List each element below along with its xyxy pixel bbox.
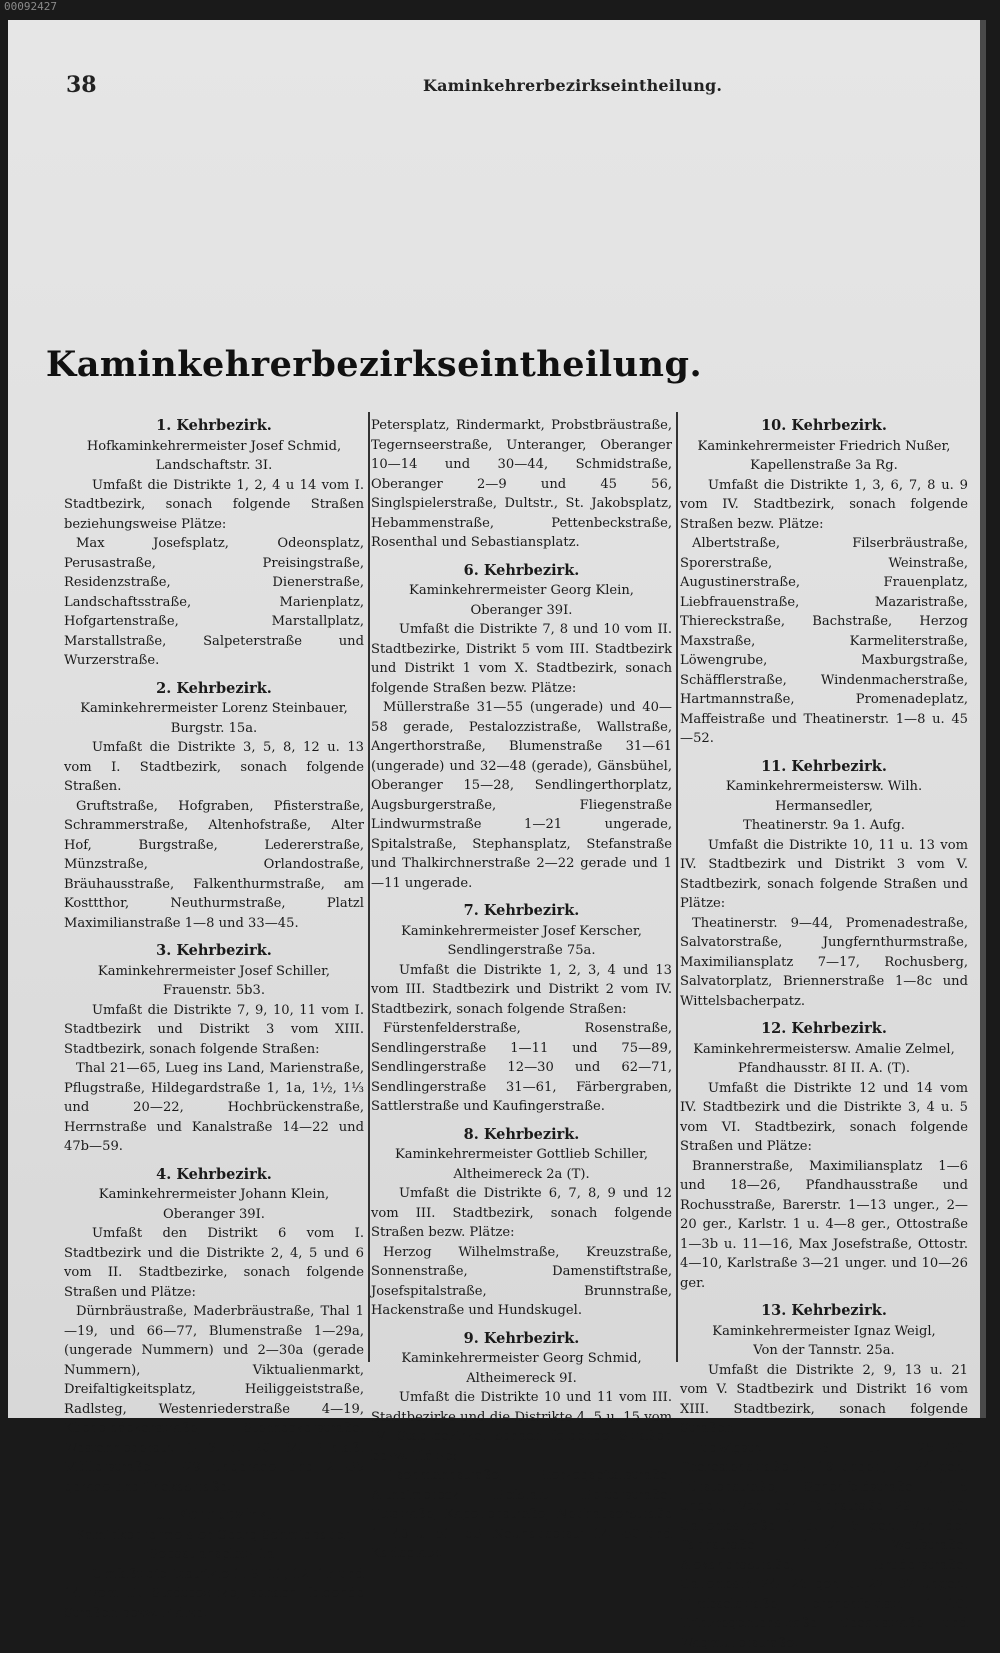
district-text: Umfaßt die Distrikte 1, 3, 6, 7, 8 u. 9 vom IV. Stadtbezirk, sonach folgende Straßen bezw. Plätze: [680,476,968,535]
district-5 [64,1505,364,1623]
district-text: Umfaßt die Distrikte 1, 2, 4 u 14 vom I. Stadtbezirk, sonach folgende Straßen beziehungsweise Plätze: [64,476,364,535]
district-streets: Max Josefsplatz, Odeonsplatz, Perusastraße, Preisingstraße, Residenzstraße, Dienerstraße, Landschaftsstraße, Marienplatz, Hofgartenstraße, Marstallplatz, Marstallstraße, Salpeterstraße und Wurzerstraße. [64,534,364,671]
page-number: 38 [66,72,97,98]
district-1 [64,416,364,671]
district-heading: 6. Kehrbezirk. [371,561,672,581]
district-12 [680,1019,968,1293]
district-address: Frauenstr. 5b3. [64,981,364,1001]
district-heading: 8. Kehrbezirk. [371,1125,672,1145]
district-heading: 10. Kehrbezirk. [680,416,968,436]
district-streets: Müllerstraße 31—55 (ungerade) und 40—58 gerade, Pestalozzistraße, Wallstraße, Angerthorstraße, Blumenstraße 31—61 (ungerade) und 32—48 (gerade), Gänsbühel, Oberanger 15—28, Sendlingerthorplatz, Augsburgerstraße, Fliegenstraße Lindwurmstraße 1—21 ungerade, Spitalstraße, Stephansplatz, Stefanstraße und Thalkirchnerstraße 2—22 gerade und 1—11 ungerade. [371,698,672,893]
district-2 [64,679,364,934]
column-middle [371,416,672,1564]
district-streets: Petersplatz, Rindermarkt, Probstbräustraße, Tegernseerstraße, Unteranger, Oberanger 10—14 und 30—44, Schmidstraße, Oberanger 2—9 und 45 56, Singlspielerstraße, Dultstr., St. Jakobsplatz, Hebammenstraße, Pettenbeckstraße, Rosenthal und Sebastiansplatz. [371,416,672,553]
district-text: Umfaßt die Distrikte 12 und 14 vom IV. Stadtbezirk und die Distrikte 3, 4 u. 5 vom VI. Stadtbezirk, sonach folgende Straßen und Plätze: [680,1079,968,1157]
district-heading: 2. Kehrbezirk. [64,679,364,699]
district-streets: Albertstraße, Filserbräustraße, Sporerstraße, Weinstraße, Augustinerstraße, Frauenplatz, Liebfrauenstraße, Mazaristraße, Thiereckstraße, Bachstraße, Herzog Maxstraße, Karmeliterstraße, Löwengrube, Maxburgstraße, Schäfflerstraße, Windenmacherstraße, Hartmannstraße, Promenadeplatz, Maffeistraße und Theatinerstr. 1—8 u. 45—52. [680,534,968,749]
district-heading: 3. Kehrbezirk. [64,941,364,961]
archive-stamp: 00092427 [4,0,57,13]
column-rule [368,412,370,1362]
district-streets: Eisenmannstraße, Herzogspitalstraße, Altheimereck, Hofstatt, Hotterstraße, Ettstraße, Kapellenstraße, Neuhauserstraße 1—49 u. 51—53, Neuhauserstr. 14—50 und Karlsplatz. [371,1466,672,1564]
district-7 [371,901,672,1117]
district-13 [680,1301,968,1653]
district-address: Landschaftstr. 3I. [64,456,364,476]
district-4 [64,1165,364,1498]
district-heading: 5. Kehrbezirk. [64,1505,364,1525]
district-address: Altheimereck 2a (T). [371,1165,672,1185]
district-heading: 4. Kehrbezirk. [64,1165,364,1185]
district-text: Umfaßt die Distrikte 6, 7, 8, 9 und 12 vom III. Stadtbezirk, sonach folgende Straßen bezw. Plätze: [371,1184,672,1243]
district-text: Umfaßt die Distrikte 10 und 11 vom III. Stadtbezirke und die Distrikte 4, 5 u. 15 vom IV. Stadtbezirke, sonach folgende Straßen bezw. Plätze: [371,1388,672,1466]
district-heading: 13. Kehrbezirk. [680,1301,968,1321]
district-streets: Thal 21—65, Lueg ins Land, Marienstraße, Pflugstraße, Hildegardstraße 1, 1a, 1½, 1⅓ und 20—22, Hochbrückenstraße, Herrnstraße und Kanalstraße 14—22 und 47b—59. [64,1059,364,1157]
district-master: Kaminkehrermeister Josef Schiller, [64,962,364,982]
district-heading: 7. Kehrbezirk. [371,901,672,921]
column-right [680,416,968,1653]
district-11 [680,757,968,1012]
page-title: Kaminkehrerbezirkseintheilung. [8,344,740,385]
running-head: Kaminkehrerbezirkseintheilung. [423,76,722,95]
district-master: Kaminkehrermeister Gottlieb Schiller, [371,1145,672,1165]
district-address: Oberanger 39I. [64,1205,364,1225]
district-master: Kaminkehrermeistersw. Amalie Zelmel, [680,1040,968,1060]
district-master: Kaminkehrermeister Lorenz Steinbauer, [64,699,364,719]
district-streets: Herzog Wilhelmstraße, Kreuzstraße, Sonnenstraße, Damenstiftstraße, Josefspitalstraße, Brunnstraße, Hackenstraße und Hundskugel. [371,1243,672,1321]
district-text: Umfaßt die Distrikte 7, 9, 10, 11 vom I. Stadtbezirk und Distrikt 3 vom XIII. Stadtbezirk, sonach folgende Straßen: [64,1001,364,1060]
district-address: Kapellenstraße 3a Rg. [680,456,968,476]
district-text: Umfaßt die Distrikte 1, 2, 3, 4 und 13 vom III. Stadtbezirk und Distrikt 2 vom IV. Stadtbezirk, sonach folgende Straßen: [371,961,672,1020]
district-streets: Dürnbräustraße, Maderbräustraße, Thal 1—19, und 66—77, Blumenstraße 1—29a, (ungerade Nummern) und 2—30a (gerade Nummern), Viktualienmarkt, Dreifaltigkeitsplatz, Heiliggeiststraße, Radlsteg, Westenriederstraße 4—19, Küchelbäckerstraße, Sterneckerstraße, Westenriederstr. 1—3 u. 20—34, Einlaß, Müllerstraße 1—29 ungerade und 2—38 gerade und Thekastraße. [64,1302,364,1497]
district-8 [371,1125,672,1321]
district-master: Kaminkehrermeistersw. Wilh. Hermansedler, [680,777,968,816]
district-heading: 1. Kehrbezirk. [64,416,364,436]
district-master: Kaminkehrermeister Georg Schmid, [371,1349,672,1369]
district-streets: Gruftstraße, Hofgraben, Pfisterstraße, Schrammerstraße, Altenhofstraße, Alter Hof, Burgstraße, Ledererstraße, Münzstraße, Orlandostraße, Bräuhausstraße, Falkenthurmstraße, am Kosttthor, Neuthurmstraße, Platzl Maximilianstraße 1—8 und 33—45. [64,797,364,934]
district-address: Oberanger 39I. [371,601,672,621]
district-address: Theatinerstr. 9a 1. Aufg. [680,816,968,836]
district-master: Kaminkehrermeister Ignaz Weigl, [680,1322,968,1342]
district-master: Kaminkehrermeister Georg Klein, [371,581,672,601]
district-text: Umfaßt die Distrikte 2, 9, 13 u. 21 vom V. Stadtbezirk und Distrikt 16 vom XIII. Stadtbezirk, sonach folgende Straßen: [680,1361,968,1439]
district-address: Sebastiansplatz 1a. [64,1545,364,1565]
district-text: Umfaßt den Distrikt 6 vom I. Stadtbezirk und die Distrikte 2, 4, 5 und 6 vom II. Stadtbezirke, sonach folgende Straßen und Plätze: [64,1224,364,1302]
district-address: Pfandhausstr. 8I II. A. (T). [680,1059,968,1079]
district-master: Kaminkehrermeister Friedrich Nußer, [680,437,968,457]
district-9 [371,1329,672,1564]
district-master: Hofkaminkehrermeister Josef Schmid, [64,437,364,457]
district-6 [371,561,672,894]
district-address: Burgstr. 15a. [64,719,364,739]
district-address: Altheimereck 9I. [371,1369,672,1389]
district-streets: Fürstenfelderstraße, Rosenstraße, Sendlingerstraße 1—11 und 75—89, Sendlingerstraße 12—30 und 62—71, Sendlingerstraße 31—61, Färbergraben, Sattlerstraße und Kaufingerstraße. [371,1019,672,1117]
district-streets: Ludwigstr. 1—8 u. 25—30, Theresienstraße 1—19 unger., 2—24 ger., Fürstenstraße, Schönfeldstraße 1—5 unger., Von der Tannstraße 29 u. 30, Galleriestraße 1 u. 2—6 ger., Von der Tannstraße 1—27, Wolfstraße, Alexandrastraße, Bruderstraße, Galleriestr. 24—26 ger. u. 27—37 unger., Himbselstraße, Lerchenfeldstr. 1—10, Prinzregentenstraße, Seeaustraße und Wagmüllerstraße. [680,1439,968,1653]
district-heading: 11. Kehrbezirk. [680,757,968,777]
district-address: Von der Tannstr. 25a. [680,1341,968,1361]
district-10 [680,416,968,749]
district-heading: 9. Kehrbezirk. [371,1329,672,1349]
district-streets: Theatinerstr. 9—44, Promenadestraße, Salvatorstraße, Jungfernthurmstraße, Maximiliansplatz 7—17, Rochusberg, Salvatorplatz, Briennerstraße 1—8c und Wittelsbacherpatz. [680,914,968,1012]
book-page [8,20,986,1418]
page-edge [980,20,986,1418]
column-rule [676,412,678,1362]
district-3 [64,941,364,1157]
district-master: Kaminkehrermeister Johann Klein, [64,1185,364,1205]
district-master: Kaminkehrermeister Georg Schmidbauer, [64,1526,364,1546]
district-text: Umfaßt die Distrikte 3, 5, 8, 12 u. 13 vom I. Stadtbezirk, sonach folgende Straßen. [64,738,364,797]
district-streets: Brannerstraße, Maximiliansplatz 1—6 und 18—26, Pfandhausstraße und Rochusstraße, Barerstr. 1—13 unger., 2—20 ger., Karlstr. 1 u. 4—8 ger., Ottostraße 1—3b u. 11—16, Max Josefstraße, Ottostr. 4—10, Karlstraße 3—21 unger. und 10—26 ger. [680,1157,968,1294]
district-text: Umfaßt die Distrikte 10, 11 u. 13 vom IV. Stadtbezirk und Distrikt 3 vom V. Stadtbezirk, sonach folgende Straßen und Plätze: [680,836,968,914]
district-heading: 12. Kehrbezirk. [680,1019,968,1039]
district-master: Kaminkehrermeister Josef Kerscher, [371,922,672,942]
district-address: Sendlingerstraße 75a. [371,941,672,961]
district-text: Umfaßt die Distrikte 7, 8 und 10 vom II. Stadtbezirke, Distrikt 5 vom III. Stadtbezirk und Distrikt 1 vom X. Stadtbezirk, sonach folgende Straßen bezw. Plätze: [371,620,672,698]
column-left [64,416,364,1623]
district-text: Umfaßt die Distrikte 1, 9, 11, 12, 13 und 14 vom II. Stadtbezirke, sonach folgende Straßen bezw. Plätze: [64,1565,364,1624]
